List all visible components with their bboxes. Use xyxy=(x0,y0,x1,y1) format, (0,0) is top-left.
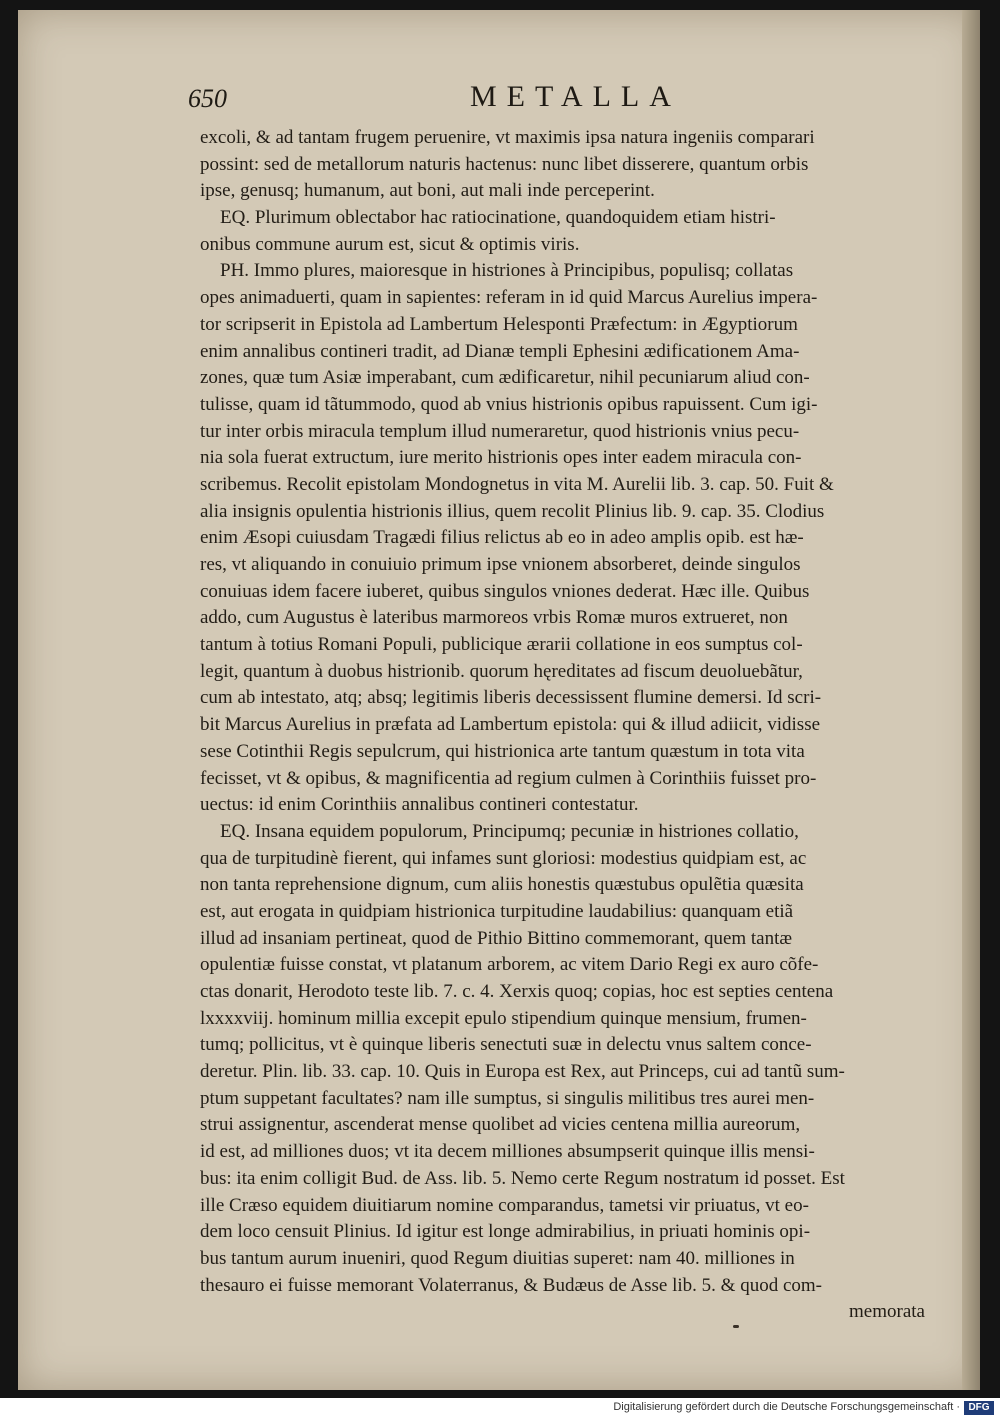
running-head xyxy=(188,80,908,124)
text-line: bit Marcus Aurelius in præfata ad Lambertum epistola: qui & illud adiicit, vidisse xyxy=(200,714,821,736)
text-line: tulisse, quam id tãtummodo, quod ab vnius histrionis opibus rapuissent. Cum igi- xyxy=(200,393,818,415)
text-line: tumq; pollicitus, vt è quinque liberis senectuti suæ in delectu vnus saltem conce- xyxy=(200,1034,812,1056)
text-line: enim annalibus contineri tradit, ad Dianæ templi Ephesini ædificationem Ama- xyxy=(200,340,800,362)
text-line: possint: sed de metallorum naturis hactenus: nunc libet disserere, quantum orbis xyxy=(200,153,809,175)
text-line: res, vt aliquando in conuiuio primum ipse vnionem absorberet, deinde singulos xyxy=(200,554,801,575)
text-line: dem loco censuit Plinius. Id igitur est longe admirabilius, in priuati hominis opi- xyxy=(200,1221,811,1243)
text-line: tantum à totius Romani Populi, publicique ærarii collatione in eos sumptus col- xyxy=(200,634,803,656)
text-line: ptum suppetant facultates? nam ille sumptus, si singulis militibus tres aurei men- xyxy=(200,1087,815,1109)
text-line: ipse, genusq; humanum, aut boni, aut mali inde perceperint. xyxy=(200,180,655,202)
running-title: METALLA xyxy=(470,80,681,113)
text-line: fecisset, vt & opibus, & magnificentia ad regium culmen à Corinthiis fuisset pro- xyxy=(200,767,817,789)
text-line: ctas donarit, Herodoto teste lib. 7. c. 4. Xerxis quoq; copias, hoc est septies centena xyxy=(200,981,834,1002)
text-line: conuiuas idem facere iuberet, quibus singulos vniones dederat. Hæc ille. Quibus xyxy=(200,580,810,602)
text-line: qua de turpitudinè fierent, qui infames sunt gloriosi: modestius quidpiam est, ac xyxy=(200,847,807,869)
text-line: opes animaduerti, quam in sapientes: referam in id quid Marcus Aurelius impera- xyxy=(200,287,818,309)
text-line: alia insignis opulentia histrionis illius, quem recolit Plinius lib. 9. cap. 35. Clodius xyxy=(200,500,825,522)
text-line: uectus: id enim Corinthiis annalibus contineri contestatur. xyxy=(200,794,639,816)
text-line: deretur. Plin. lib. 33. cap. 10. Quis in Europa est Rex, aut Princeps, cui ad tantũ sum- xyxy=(200,1061,845,1083)
text-line: tur inter orbis miracula templum illud numeraretur, quod histrionis vnius pecu- xyxy=(200,420,800,442)
text-line: id est, ad milliones duos; vt ita decem milliones absumpserit quinque illis mensi- xyxy=(200,1141,815,1163)
catchword: memorata xyxy=(849,1301,925,1323)
funding-credit: Digitalisierung gefördert durch die Deutsche Forschungsgemeinschaft · xyxy=(613,1401,960,1413)
text-line: sese Cotinthii Regis sepulcrum, qui histrionica arte tantum quæstum in tota vita xyxy=(200,740,805,762)
text-line: est, aut erogata in quidpiam histrionica turpitudine laudabilius: quanquam etiã xyxy=(200,900,794,922)
text-line: non tanta reprehensione dignum, cum aliis honestis quæstubus opulẽtia quæsita xyxy=(200,874,804,896)
text-line: tor scripserit in Epistola ad Lambertum Helesponti Præfectum: in Ægyptiorum xyxy=(200,313,798,335)
body-text xyxy=(200,125,925,1326)
page-edge xyxy=(962,10,980,1390)
ink-blot xyxy=(733,1325,739,1328)
text-line: onibus commune aurum est, sicut & optimis viris. xyxy=(200,233,580,255)
text-line: EQ. Plurimum oblectabor hac ratiocinatione, quandoquidem etiam histri- xyxy=(220,207,776,229)
page-number: 650 xyxy=(188,84,227,113)
text-line: ille Cræso equidem diuitiarum nomine comparandus, tametsi vir priuatus, vt eo- xyxy=(200,1194,809,1216)
text-line: enim Æsopi cuiusdam Tragædi filius relictus ab eo in adeo amplis opib. est hæ- xyxy=(200,527,804,549)
text-line: excoli, & ad tantam frugem peruenire, vt maximis ipsa natura ingeniis comparari xyxy=(200,127,815,148)
text-line: zones, quæ tum Asiæ imperabant, cum ædificaretur, nihil pecuniarum aliud con- xyxy=(200,367,810,389)
text-line: addo, cum Augustus è lateribus marmoreos vrbis Romæ muros extrueret, non xyxy=(200,607,788,629)
text-line: thesauro ei fuisse memorant Volaterranus, & Budæus de Asse lib. 5. & quod com- xyxy=(200,1274,822,1296)
text-line: cum ab intestato, atq; absq; legitimis liberis decessissent flumine demersi. Id scri- xyxy=(200,687,822,709)
footer-bar xyxy=(0,1398,1000,1419)
text-line: bus tantum aurum inueniri, quod Regum diuitias superet: nam 40. milliones in xyxy=(200,1247,795,1269)
text-line: EQ. Insana equidem populorum, Principumq; pecuniæ in histriones collatio, xyxy=(220,820,799,842)
text-line: PH. Immo plures, maioresque in histriones à Principibus, populisq; collatas xyxy=(220,260,794,282)
text-line: illud ad insaniam pertineat, quod de Pithio Bittino commemorant, quem tantæ xyxy=(200,927,793,949)
text-line: nia sola fuerat extructum, iure merito histrionis opes inter eadem miracula con- xyxy=(200,447,802,469)
text-line: strui assignentur, ascenderat mense quolibet ad vicies centena millia aureorum, xyxy=(200,1114,801,1136)
text-line: legit, quantum à duobus histrionib. quorum hęreditates ad fiscum deuoluebãtur, xyxy=(200,660,803,682)
text-line: scribemus. Recolit epistolam Mondognetus in vita M. Aurelii lib. 3. cap. 50. Fuit & xyxy=(200,473,834,495)
text-line: opulentiæ fuisse constat, vt platanum arborem, ac vitem Dario Regi ex auro cõfe- xyxy=(200,954,819,976)
text-line: bus: ita enim colligit Bud. de Ass. lib. 5. Nemo certe Regum nostratum id posset. Est xyxy=(200,1167,845,1189)
dfg-logo: DFG xyxy=(964,1401,994,1415)
text-line: lxxxxviij. hominum millia excepit epulo stipendium quinque mensium, frumen- xyxy=(200,1007,807,1029)
